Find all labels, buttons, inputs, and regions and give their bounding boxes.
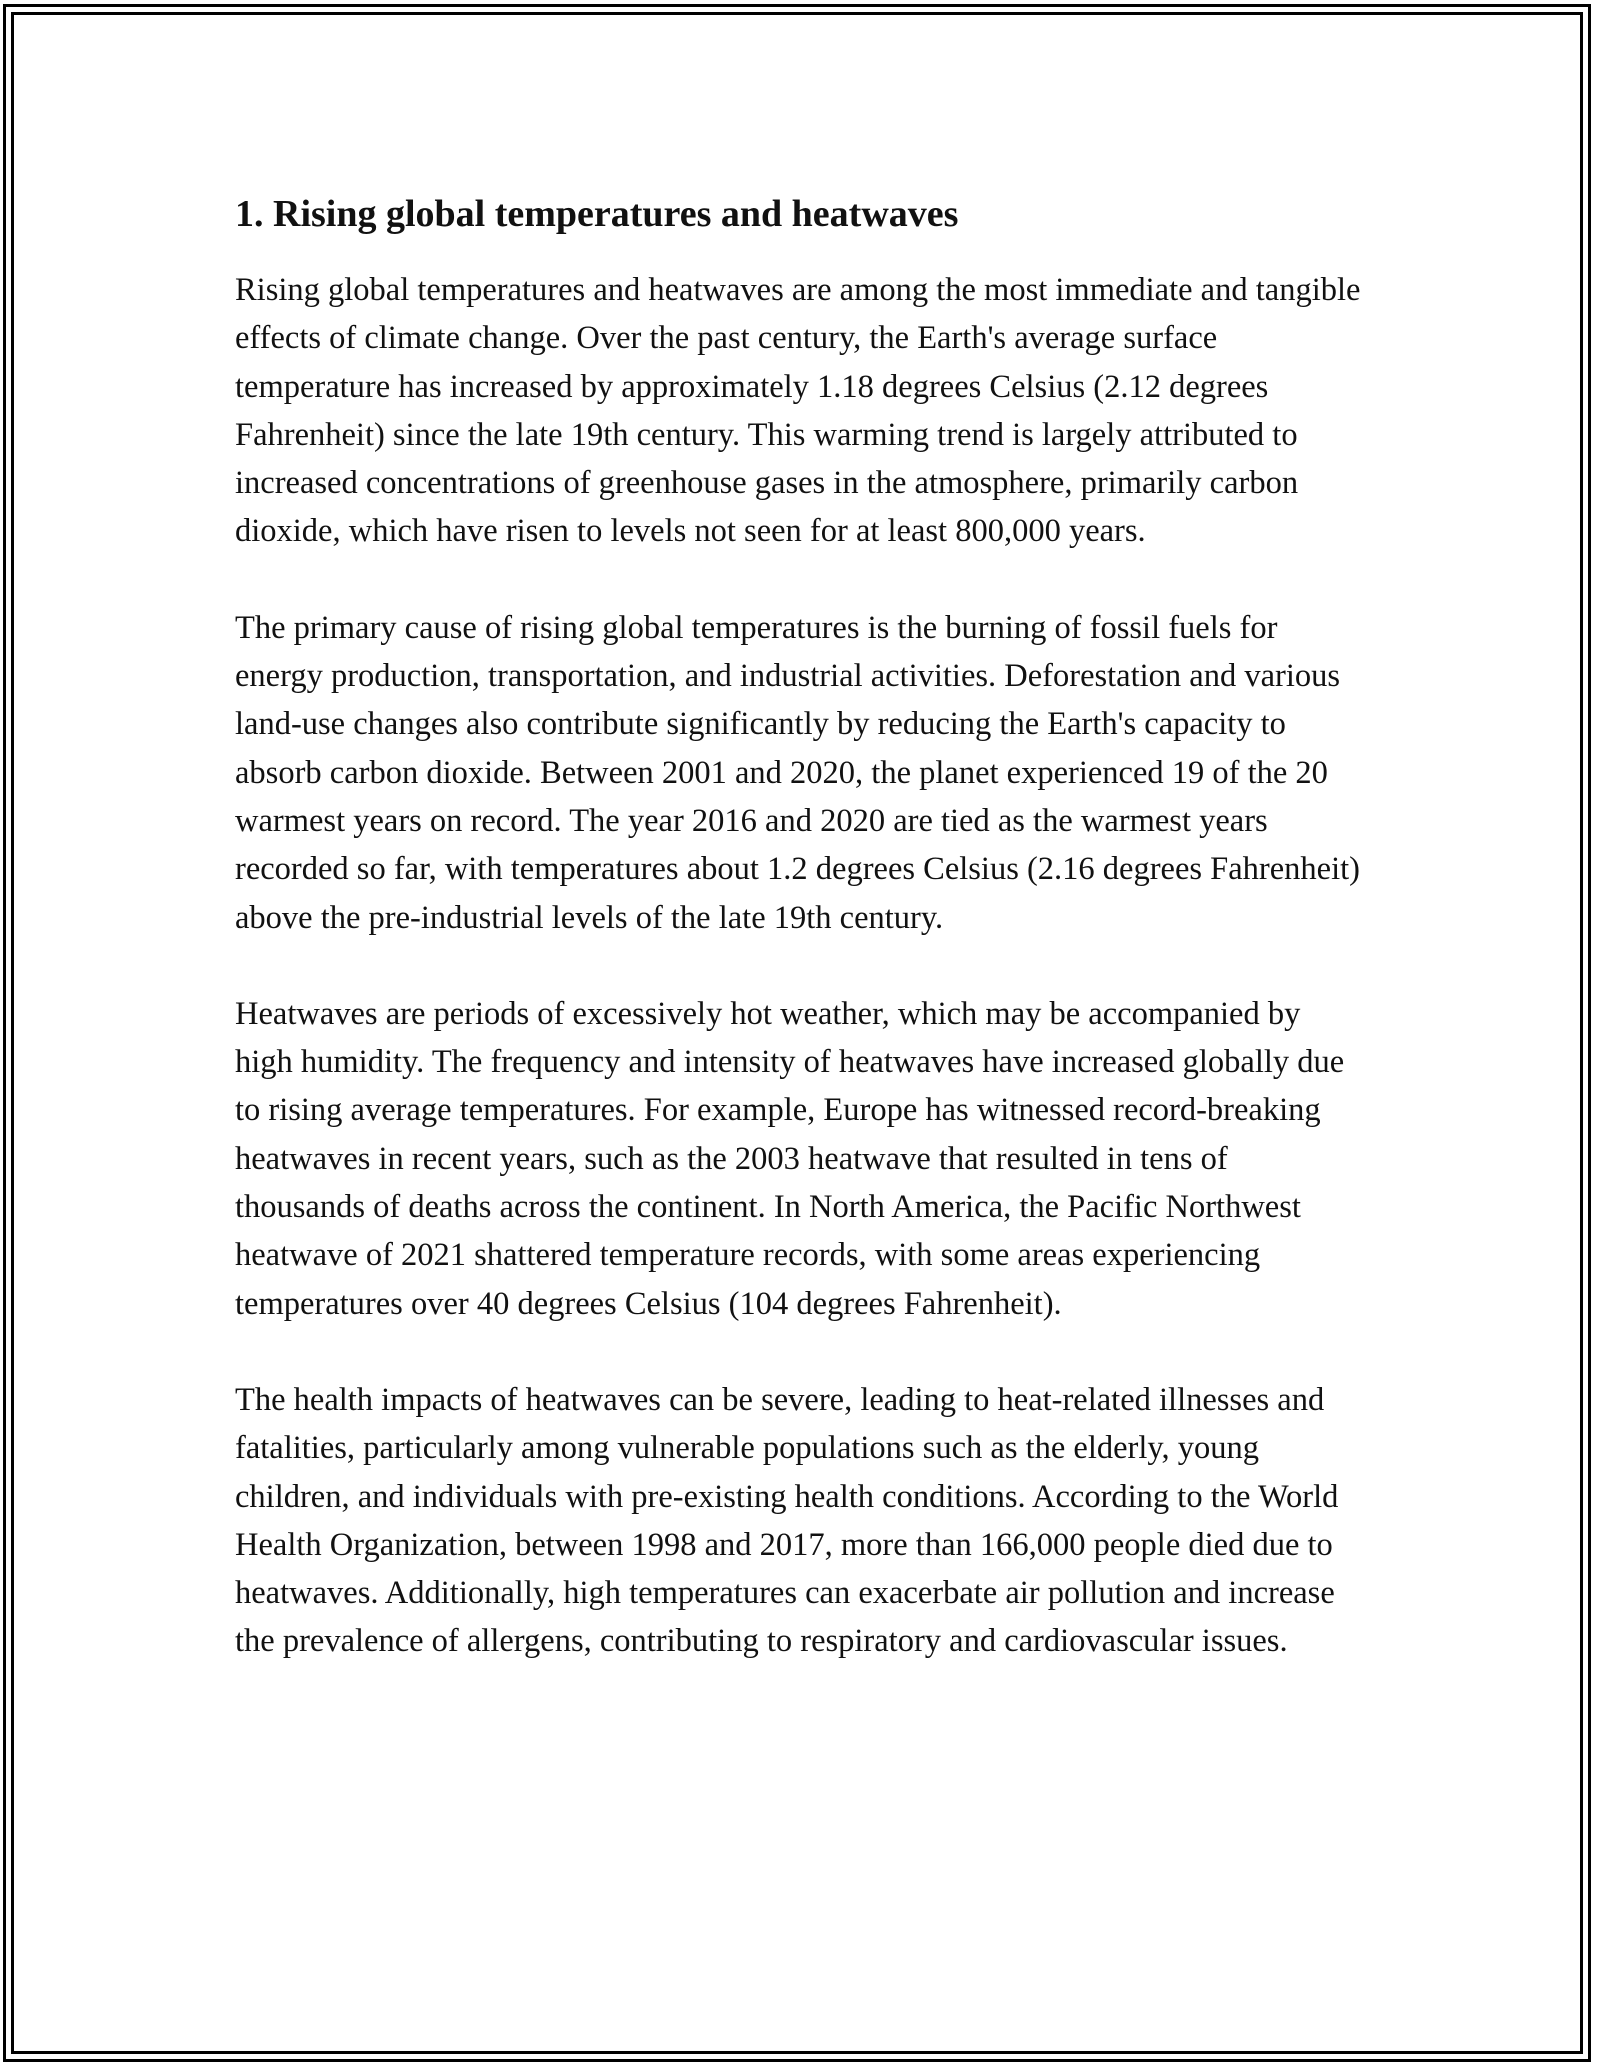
- paragraph-2: The primary cause of rising global temperatures is the burning of fossil fuels for energy production, transportation, and industrial activities. Deforestation and various land-use changes also contribute significantly by reducing the Earth's capacity to absorb carbon dioxide. Between 2001 and 2020, the planet experienced 19 of the 20 warmest years on record. The year 2016 and 2020 are tied as the warmest years recorded so far, with temperatures about 1.2 degrees Celsius (2.16 degrees Fahrenheit) above the pre-industrial levels of the late 19th century.: [235, 609, 1360, 936]
- paragraph-1: Rising global temperatures and heatwaves are among the most immediate and tangible effects of climate change. Over the past century, the Earth's average surface temperature has increased by approximately 1.18 degrees Celsius (2.12 degrees Fahrenheit) since the late 19th century. This warming trend is largely attributed to increased concentrations of greenhouse gases in the atmosphere, primarily carbon dioxide, which have risen to levels not seen for at least 800,000 years.: [235, 272, 1361, 550]
- paragraph-3: Heatwaves are periods of excessively hot weather, which may be accompanied by high humidity. The frequency and intensity of heatwaves have increased globally due to rising average temperatures. For example, Europe has witnessed record-breaking heatwaves in recent years, such as the 2003 heatwave that resulted in tens of thousands of deaths across the continent. In North America, the Pacific Northwest heatwave of 2021 shattered temperature records, with some areas experiencing temperatures over 40 degrees Celsius (104 degrees Fahrenheit).: [235, 995, 1345, 1322]
- document-body: [235, 186, 1365, 1714]
- paragraph-4: The health impacts of heatwaves can be severe, leading to heat-related illnesses and fatalities, particularly among vulnerable populations such as the elderly, young children, and individuals with pre-existing health conditions. According to the World Health Organization, between 1998 and 2017, more than 166,000 people died due to heatwaves. Additionally, high temperatures can exacerbate air pollution and increase the prevalence of allergens, contributing to respiratory and cardiovascular issues.: [235, 1381, 1339, 1660]
- section-title: 1. Rising global temperatures and heatwaves: [235, 193, 959, 235]
